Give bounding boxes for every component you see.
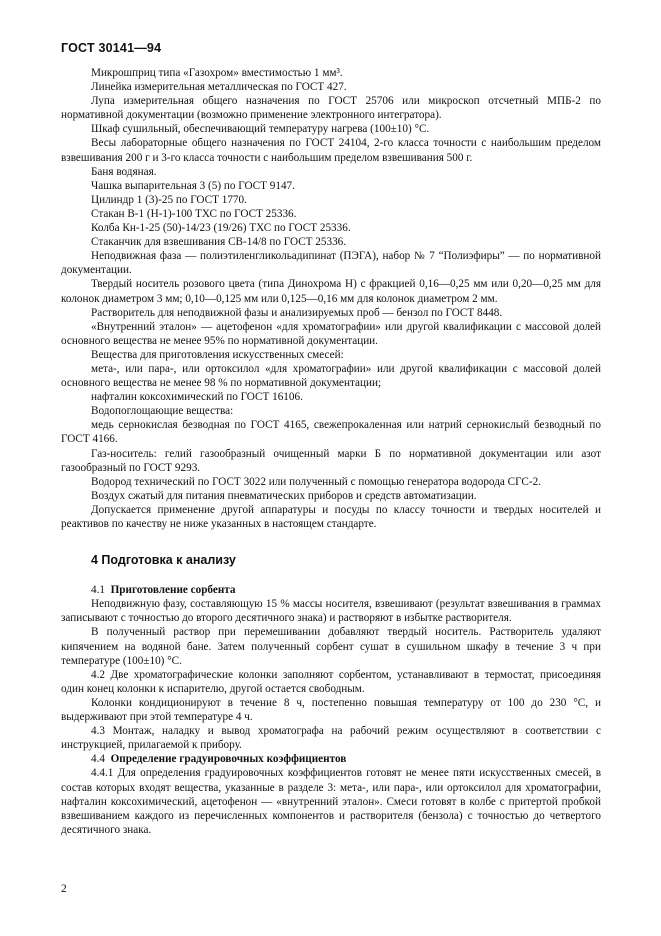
paragraph: 4.2 Две хроматографические колонки заполняют сорбентом, устанавливают в термостат, присоединяя один конец колонки к испарителю, другой остается свободным. xyxy=(61,668,601,695)
document-body xyxy=(61,66,601,837)
subsection-number: 4.1 xyxy=(91,584,105,597)
page-number: 2 xyxy=(61,883,67,895)
paragraph: Чашка выпарительная 3 (5) по ГОСТ 9147. xyxy=(91,179,295,192)
section-heading: 4 Подготовка к анализу xyxy=(91,553,236,568)
paragraph: 4.3 Монтаж, наладку и вывод хроматографа на рабочий режим осуществляют в соответствии с инструкцией, прилагаемой к прибору. xyxy=(61,725,601,752)
subsection-heading xyxy=(61,583,601,597)
paragraph: Микрошприц типа «Газохром» вместимостью 1 мм³. xyxy=(91,67,343,79)
paragraph: Водопоглощающие вещества: xyxy=(91,405,234,418)
paragraph: В полученный раствор при перемешивании добавляют твердый носитель. Растворитель удаляют кипячением на водяной бане. Затем полученный сорбент сушат в сушильном шкафу в течение 3 ч при температуре (100±10) °С. xyxy=(61,626,601,667)
paragraph: «Внутренний эталон» — ацетофенон «для хроматографии» или другой квалификации с массовой долей основного вещества не менее 95% по нормативной документации. xyxy=(61,320,601,347)
subsection-heading xyxy=(61,752,601,766)
subsection-number: 4.4 xyxy=(91,753,105,766)
paragraph: Воздух сжатый для питания пневматических приборов и средств автоматизации. xyxy=(91,489,477,502)
paragraph: Неподвижную фазу, составляющую 15 % массы носителя, взвешивают (результат взвешивания в граммах записывают с точностью до второго десятичного знака) и растворяют в избытке растворителя. xyxy=(61,598,601,625)
paragraph: 4.4.1 Для определения градуировочных коэффициентов готовят не менее пяти искусственных смесей, в состав которых входят вещества, указанные в разделе 3: мета-, или пара-, или ортоксилол для хроматографии, нафталин коксохимический, ацетофенон — «внутренний эталон». Смеси готовят в колбе с притертой пробкой взвешиванием каждого из перечисленных компонентов и растворителя (бензола) с точностью до четвертого десятичного знака. xyxy=(61,767,601,836)
paragraph: Газ-носитель: гелий газообразный очищенный марки Б по нормативной документации или азот газообразный по ГОСТ 9293. xyxy=(61,447,601,474)
paragraph: Растворитель для неподвижной фазы и анализируемых проб — бензол по ГОСТ 8448. xyxy=(91,306,503,319)
paragraph: Вещества для приготовления искусственных смесей: xyxy=(91,348,344,361)
paragraph: Стаканчик для взвешивания СВ-14/8 по ГОСТ 25336. xyxy=(91,236,347,249)
paragraph: Стакан В-1 (Н-1)-100 ТХС по ГОСТ 25336. xyxy=(91,207,297,220)
paragraph: Колба Кн-1-25 (50)-14/23 (19/26) ТХС по ГОСТ 25336. xyxy=(91,222,351,235)
subsection-title: Определение градуировочных коэффициентов xyxy=(110,753,347,766)
paragraph: Весы лабораторные общего назначения по ГОСТ 24104, 2-го класса точности с наибольшим пределом взвешивания 200 г и 3-го класса точности с наибольшим пределом взвешивания 500 г. xyxy=(61,137,601,164)
paragraph: Цилиндр 1 (3)-25 по ГОСТ 1770. xyxy=(91,193,247,206)
paragraph: Шкаф сушильный, обеспечивающий температуру нагрева (100±10) °С. xyxy=(91,123,430,136)
paragraph: Водород технический по ГОСТ 3022 или полученный с помощью генератора водорода СГС-2. xyxy=(91,475,542,488)
paragraph: Лупа измерительная общего назначения по ГОСТ 25706 или микроскоп отсчетный МПБ-2 по нормативной документации (возможно применение электронного интегратора). xyxy=(61,95,601,122)
paragraph: нафталин коксохимический по ГОСТ 16106. xyxy=(91,391,303,404)
paragraph: Твердый носитель розового цвета (типа Динохрома Н) с фракцией 0,16—0,25 мм или 0,20—0,25 мм для колонок диаметром 3 мм; 0,10—0,125 мм или 0,125—0,16 мм для колонок диаметром 2 мм. xyxy=(61,278,601,305)
paragraph: Допускается применение другой аппаратуры и посуды по классу точности и твердых носителей и реактивов по качеству не ниже указанных в настоящем стандарте. xyxy=(61,503,601,530)
paragraph: медь сернокислая безводная по ГОСТ 4165, свежепрокаленная или натрий сернокислый безводный по ГОСТ 4166. xyxy=(61,419,601,446)
paragraph: Колонки кондиционируют в течение 8 ч, постепенно повышая температуру от 100 до 230 °С, и выдерживают при этой температуре 4 ч. xyxy=(61,696,601,724)
document-header: ГОСТ 30141—94 xyxy=(61,41,162,55)
paragraph: Неподвижная фаза — полиэтиленгликольадипинат (ПЭГА), набор № 7 “Полиэфиры” — по нормативной документации. xyxy=(61,250,601,277)
paragraph: Линейка измерительная металлическая по ГОСТ 427. xyxy=(91,81,347,94)
subsection-title: Приготовление сорбента xyxy=(110,584,236,597)
paragraph: Баня водяная. xyxy=(91,165,157,178)
paragraph: мета-, или пара-, или ортоксилол «для хроматографии» или другой квалификации с массовой долей основного вещества не менее 98 % по нормативной документации; xyxy=(61,362,601,390)
